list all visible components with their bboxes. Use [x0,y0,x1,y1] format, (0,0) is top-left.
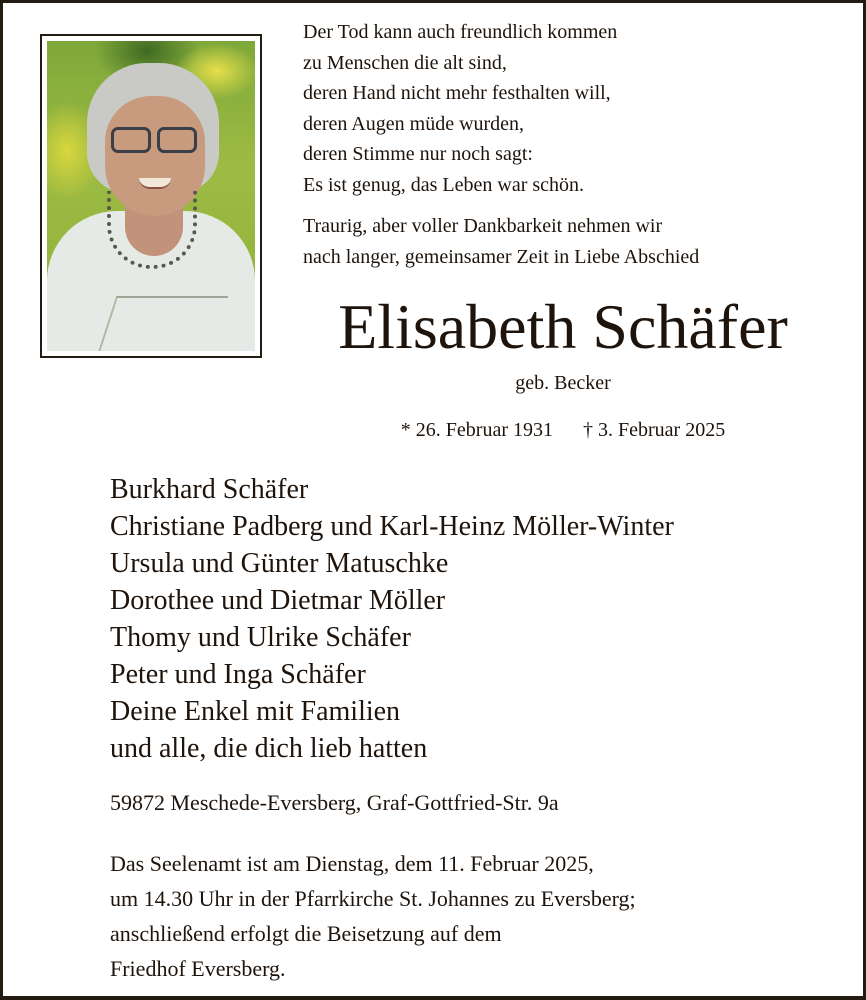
service-line: Das Seelenamt ist am Dienstag, dem 11. Februar 2025, [110,851,594,876]
photo-frame [40,34,262,358]
mourner: Dorothee und Dietmar Möller [110,585,446,616]
mourner: und alle, die dich lieb hatten [110,733,428,764]
mourner: Ursula und Günter Matuschke [110,548,449,579]
death-date: † 3. Februar 2025 [583,419,726,441]
mourner: Deine Enkel mit Familien [110,696,401,727]
deceased-name: Elisabeth Schäfer [338,291,788,362]
service-info [110,846,636,986]
mourner: Christiane Padberg und Karl-Heinz Möller-Winter [110,511,674,542]
service-line: anschließend erfolgt die Beisetzung auf dem [110,921,502,946]
mourner: Burkhard Schäfer [110,474,309,505]
service-line: Friedhof Eversberg. [110,956,286,981]
poem-line: Der Tod kann auch freundlich kommen [303,21,618,43]
portrait-photo [47,41,255,351]
photo-shirt-print [98,296,229,351]
poem-line: zu Menschen die alt sind, [303,51,507,74]
mourners-list [110,471,674,767]
life-dates [293,415,833,445]
farewell-text [303,211,699,272]
farewell-line: Traurig, aber voller Dankbarkeit nehmen wir [303,215,663,237]
photo-glasses-left [111,127,151,153]
photo-glasses-right [157,127,197,153]
poem-line: deren Hand nicht mehr festhalten will, [303,82,611,104]
poem-line: deren Stimme nur noch sagt: [303,143,533,165]
service-line: um 14.30 Uhr in der Pfarrkirche St. Johannes zu Eversberg; [110,886,636,911]
poem [303,17,617,200]
mourner: Peter und Inga Schäfer [110,659,366,690]
birth-date: * 26. Februar 1931 [400,419,553,441]
poem-line: deren Augen müde wurden, [303,112,525,135]
poem-line: Es ist genug, das Leben war schön. [303,173,585,196]
maiden-name: geb. Becker [515,372,611,394]
mourner: Thomy und Ulrike Schäfer [110,622,411,653]
farewell-line: nach langer, gemeinsamer Zeit in Liebe Abschied [303,245,700,268]
family-address: 59872 Meschede-Eversberg, Graf-Gottfried-Str. 9a [110,790,559,815]
